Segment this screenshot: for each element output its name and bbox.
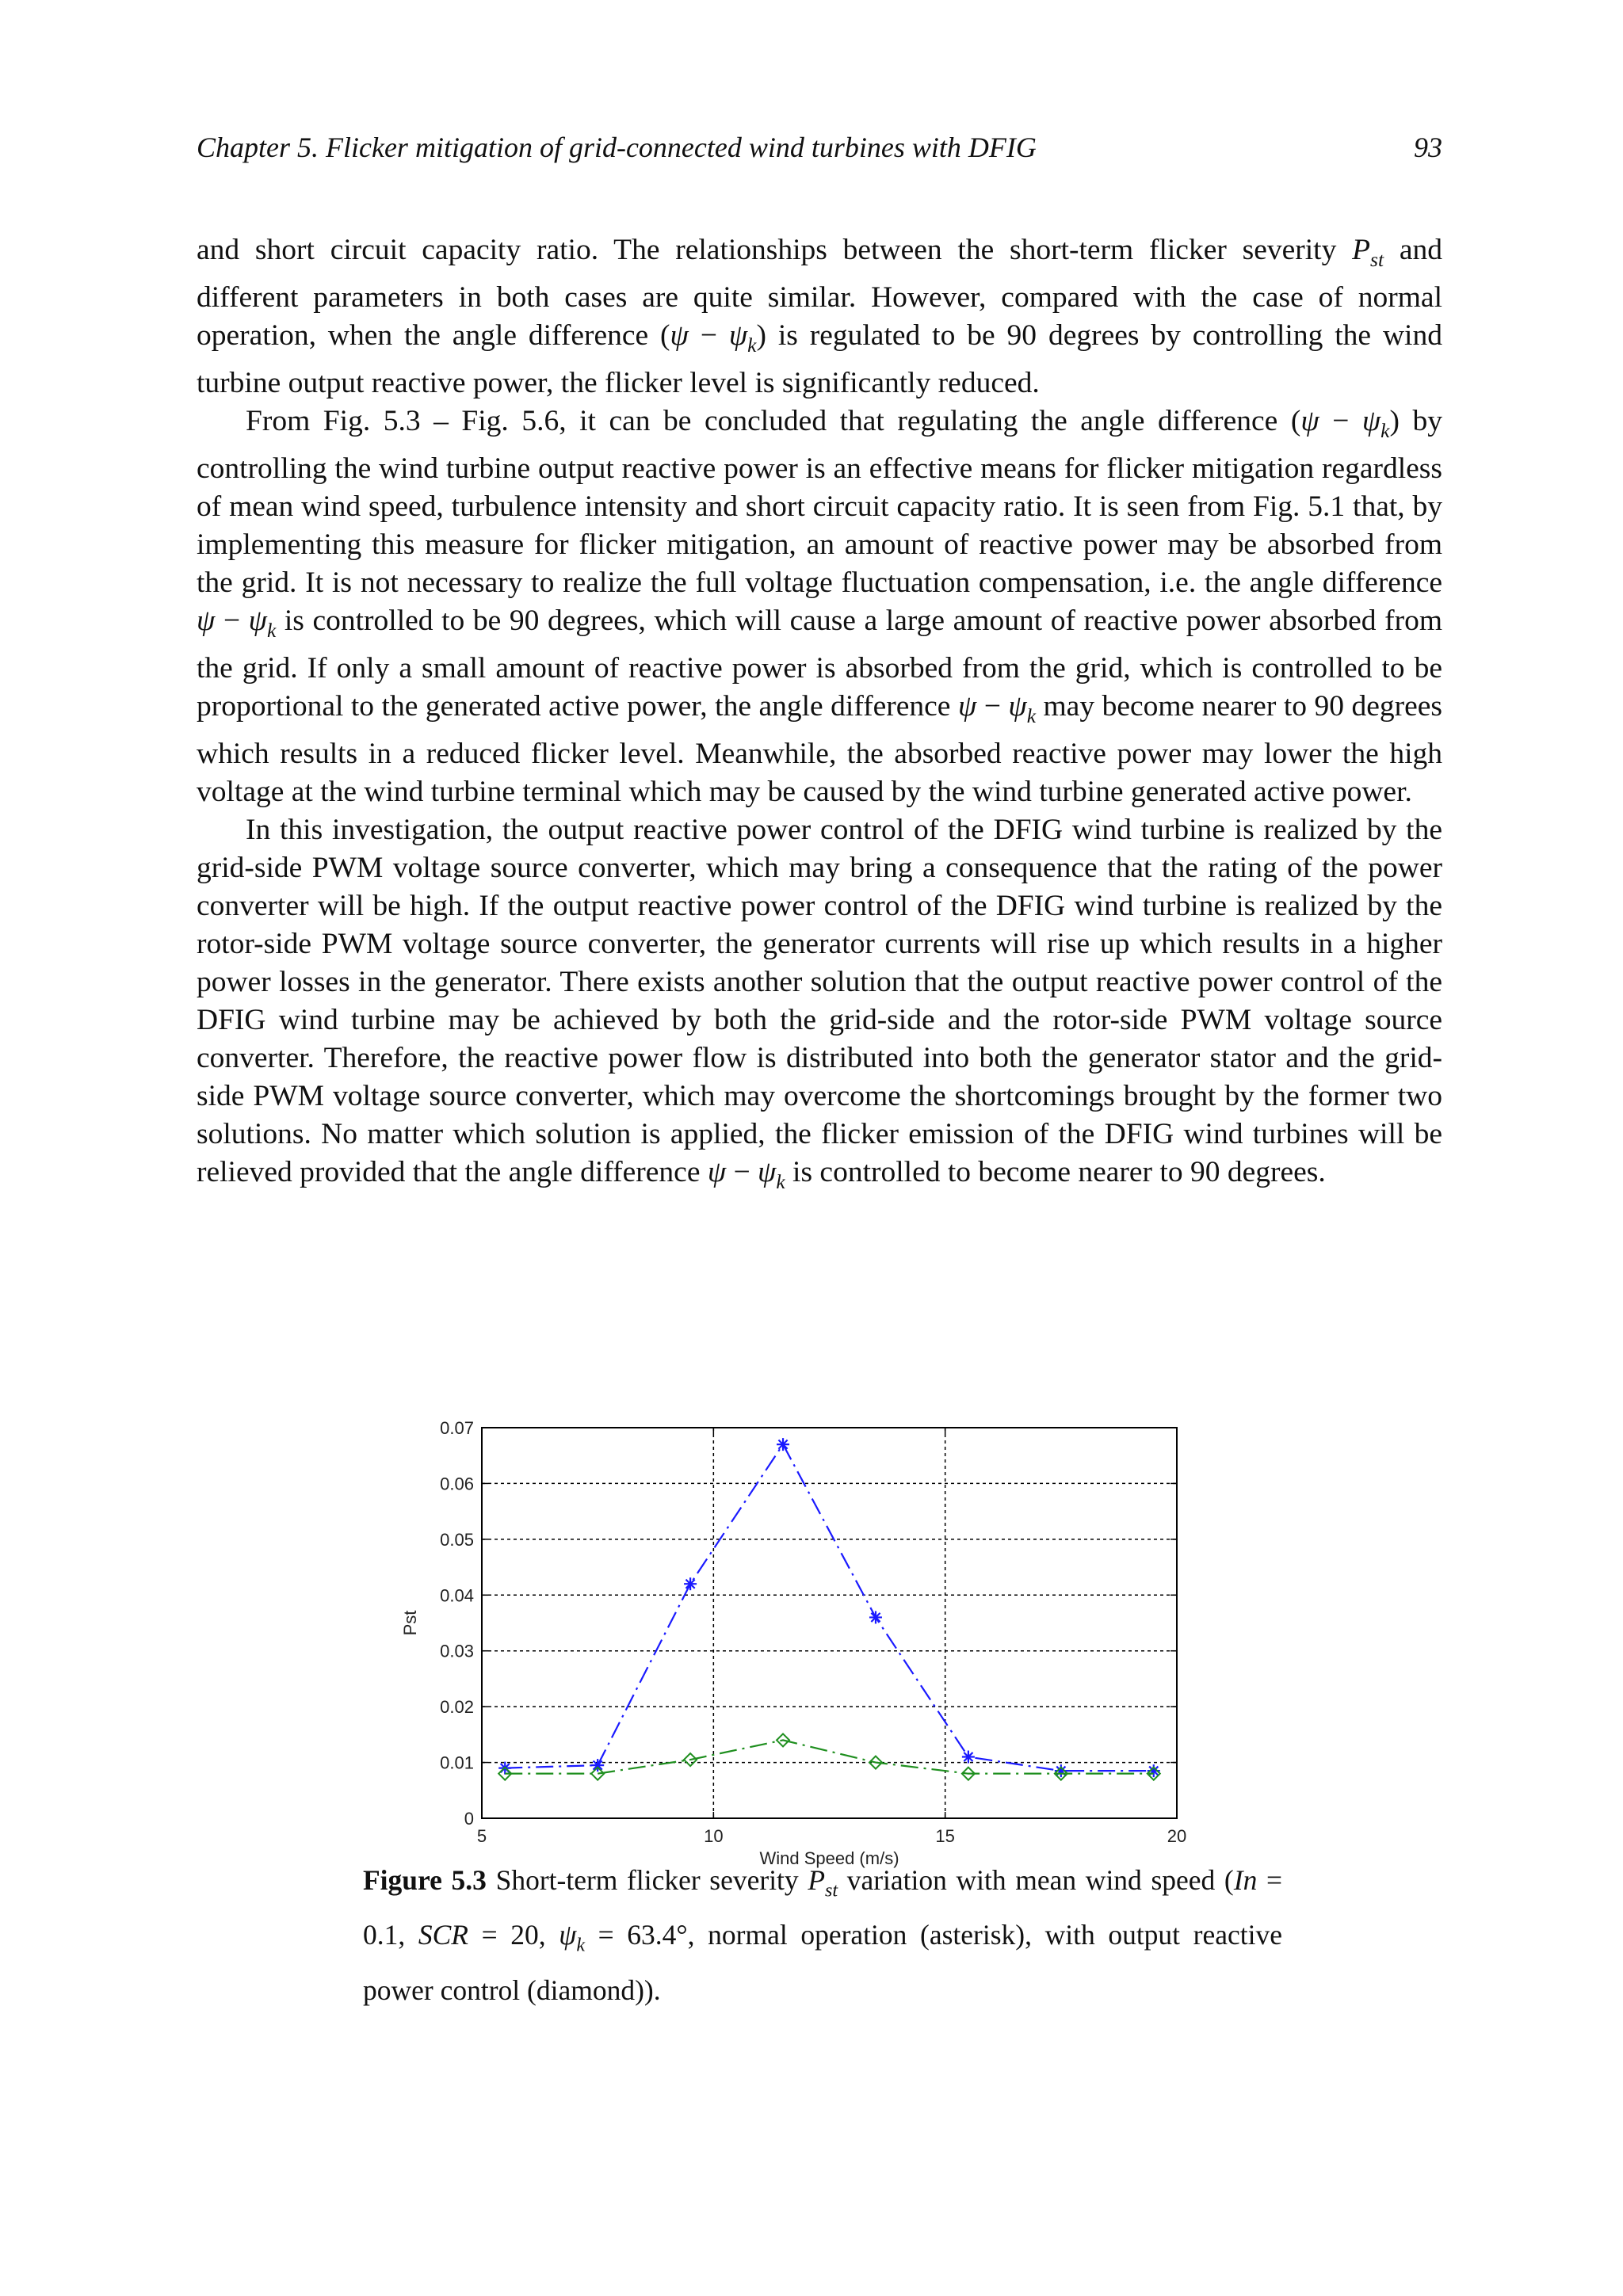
caption-label: Figure 5.3 — [363, 1864, 487, 1896]
paragraph-2 — [197, 402, 1442, 811]
caption-symbol-st: st — [825, 1879, 838, 1901]
symbol-psi: ψ — [1361, 404, 1381, 437]
p2-text-d: may become nearer to 90 degrees which results in a reduced flicker level. Meanwhile, the absorbed reactive power may lower the high voltage at the wind turbine terminal which may be caused by the wind turbine generated active power. — [197, 689, 1442, 808]
symbol-psi: ψ — [248, 604, 267, 637]
caption-SCR-value: = 20 — [468, 1919, 539, 1951]
x-axis-label: Wind Speed (m/s) — [759, 1848, 899, 1868]
symbol-k: k — [1026, 704, 1037, 727]
caption-symbol-k: k — [576, 1934, 586, 1956]
symbol-st: st — [1370, 247, 1384, 271]
caption-sep-1: , — [398, 1919, 418, 1951]
caption-SCR: SCR — [418, 1919, 468, 1951]
caption-symbol-psi: ψ — [559, 1919, 577, 1951]
page-header — [197, 131, 1442, 170]
symbol-P: P — [1352, 234, 1371, 266]
page-number: 93 — [1414, 132, 1442, 163]
x-tick-label: 15 — [935, 1826, 955, 1846]
y-tick-label: 0.01 — [440, 1753, 474, 1773]
symbol-minus: − — [688, 318, 729, 352]
symbol-psi: ψ — [197, 604, 216, 637]
symbol-minus: − — [1319, 404, 1362, 437]
y-tick-label: 0.03 — [440, 1641, 474, 1661]
symbol-psi: ψ — [758, 1155, 777, 1188]
y-tick-label: 0 — [464, 1809, 474, 1829]
p3-text-b: is controlled to become nearer to 90 degrees. — [785, 1155, 1326, 1188]
y-tick-label: 0.05 — [440, 1529, 474, 1550]
symbol-psi: ψ — [1008, 689, 1027, 723]
caption-symbol-P: P — [808, 1864, 825, 1896]
data-point-asterisk — [869, 1611, 882, 1623]
symbol-minus: − — [726, 1155, 758, 1188]
caption-text-a: Short-term flicker severity — [486, 1864, 808, 1896]
figure-caption — [363, 1858, 1282, 2012]
p1-text-a: and short circuit capacity ratio. The relationships between the short-term flicker severity — [197, 234, 1353, 266]
symbol-psi: ψ — [957, 689, 977, 723]
p2-text-a: From Fig. 5.3 – Fig. 5.6, it can be concluded that regulating the angle difference ( — [246, 404, 1301, 437]
paragraph-3 — [197, 811, 1442, 1201]
symbol-psi: ψ — [670, 318, 689, 352]
y-tick-label: 0.02 — [440, 1697, 474, 1718]
p2-text-b: ) by controlling the wind turbine output reactive power is an effective means for flicker mitigation regardless of mean wind speed, turbulence intensity and short circuit capacity ratio. It is seen from Fig. 5.1 that, by implementing this measure for flicker mitigation, an amount of reactive power may be absorbed from the grid. It is not necessary to realize the full voltage fluctuation compensation, i.e. the angle difference — [197, 404, 1442, 599]
symbol-k: k — [1381, 418, 1390, 442]
caption-psik-value: = 63.4° — [585, 1919, 688, 1951]
caption-text-c: , normal operation (asterisk), with output reactive power control (diamond)). — [363, 1919, 1282, 2006]
p1-text-c: ) is regulated to be 90 degrees by controlling the wind turbine output reactive power, the flicker level is significantly reduced. — [197, 318, 1442, 399]
y-axis-label: Pst — [400, 1610, 420, 1636]
symbol-k: k — [266, 618, 277, 642]
caption-text-b: variation with mean wind speed ( — [838, 1864, 1234, 1896]
x-tick-label: 10 — [704, 1826, 724, 1846]
figure-5-3 — [361, 1406, 1280, 1868]
y-tick-label: 0.07 — [440, 1418, 474, 1438]
symbol-minus: − — [215, 604, 249, 637]
symbol-k: k — [747, 333, 757, 357]
chapter-title: Chapter 5. Flicker mitigation of grid-connected wind turbines with DFIG — [197, 132, 1037, 163]
caption-In-value: = 0.1 — [363, 1864, 1282, 1951]
symbol-psi: ψ — [728, 318, 748, 352]
x-tick-label: 20 — [1167, 1826, 1187, 1846]
plot-area — [482, 1428, 1177, 1818]
symbol-minus: − — [976, 689, 1009, 723]
flicker-chart — [361, 1406, 1280, 1868]
p3-text-a: In this investigation, the output reactive power control of the DFIG wind turbine is realized by the grid-side PWM voltage source converter, which may bring a consequence that the rating of the power converter will be high. If the output reactive power control of the DFIG wind turbine is realized by the rotor-side PWM voltage source converter, the generator currents will rise up which results in a higher power losses in the generator. There exists another solution that the output reactive power control of the DFIG wind turbine may be achieved by both the grid-side and the rotor-side PWM voltage source converter. Therefore, the reactive power flow is distributed into both the generator stator and the grid-side PWM voltage source converter, which may overcome the shortcomings brought by the former two solutions. No matter which solution is applied, the flicker emission of the DFIG wind turbines will be relieved provided that the angle difference — [197, 813, 1442, 1188]
caption-sep-2: , — [538, 1919, 559, 1951]
paragraph-1 — [197, 231, 1442, 402]
symbol-k: k — [776, 1169, 785, 1193]
p2-text-c: is controlled to be 90 degrees, which will cause a large amount of reactive power absorbed from the grid. If only a small amount of reactive power is absorbed from the grid, which is controlled to be proportional to the generated active power, the angle difference — [197, 604, 1442, 723]
symbol-psi: ψ — [1300, 404, 1319, 437]
x-tick-label: 5 — [476, 1826, 487, 1846]
p1-text-b: and different parameters in both cases are quite similar. However, compared with the case of normal operation, when the angle difference ( — [197, 234, 1442, 352]
caption-In: In — [1233, 1864, 1258, 1896]
body-text — [197, 231, 1442, 1201]
y-tick-label: 0.04 — [440, 1585, 474, 1606]
symbol-psi: ψ — [707, 1155, 727, 1188]
y-tick-label: 0.06 — [440, 1474, 474, 1494]
